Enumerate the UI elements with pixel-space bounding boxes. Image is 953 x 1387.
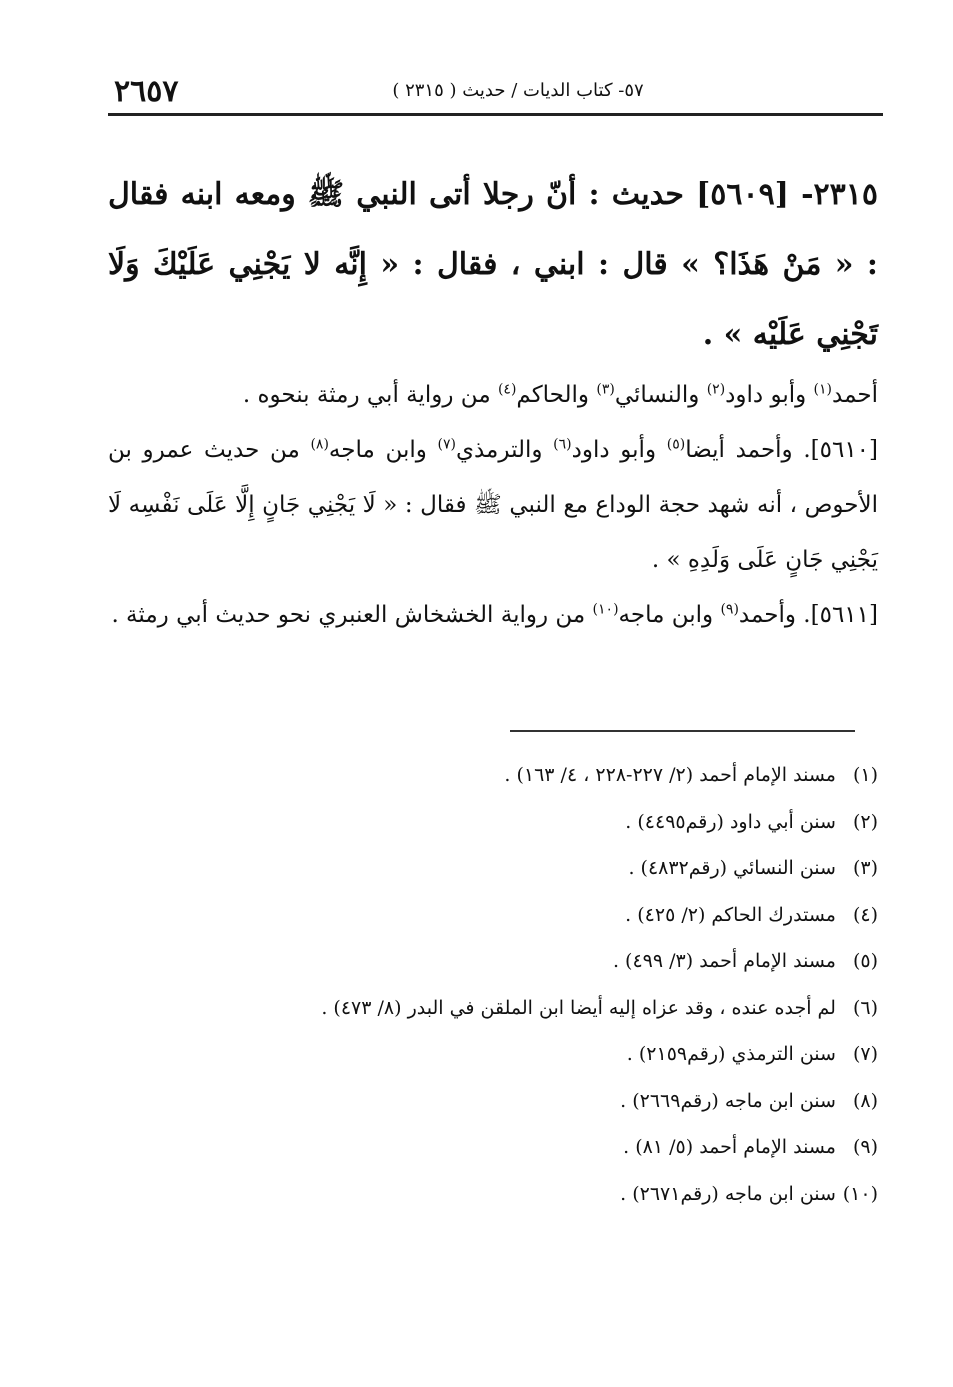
p2-text-5: من حديث عمرو بن الأحوص ، أنه شهد حجة الوداع مع النبي ﷺ فقال : « لَا يَجْنِي جَانٍ إِلَّا عَلَى نَفْسِه لَا يَجْنِي جَانٍ عَلَى وَلَدِهِ » . [108, 437, 878, 573]
footnote-item [108, 799, 878, 846]
takhrij-section [108, 368, 878, 643]
takhrij-paragraph-3 [108, 588, 878, 643]
footnote-item [108, 752, 878, 799]
footnote-separator [510, 730, 855, 732]
footnote-ref-7[interactable]: (٧) [437, 436, 456, 453]
p1-text-2: وأبو داود [725, 382, 814, 408]
p3-text-1: [٥٦١١]. وأحمد [738, 602, 878, 628]
footnote-item [108, 1124, 878, 1171]
p1-text-4: والحاكم [516, 382, 597, 408]
page-number: ٢٦٥٧ [114, 74, 179, 109]
footnote-ref-1[interactable]: (١) [813, 381, 833, 398]
footnote-ref-9[interactable]: (٩) [720, 601, 739, 618]
footnote-text: سنن الترمذي (رقم٢١٥٩) . [626, 1043, 836, 1065]
footnote-text: سنن ابن ماجه (رقم٢٦٧١) . [620, 1182, 836, 1205]
footnote-text: سنن أبي داود (رقم٤٤٩٥) . [625, 810, 836, 833]
page-header [108, 70, 883, 112]
footnote-text: مستدرك الحاكم (٢/ ٤٢٥) . [625, 903, 836, 926]
footnote-item [108, 938, 878, 985]
footnote-text: مسند الإمام أحمد (٢/ ٢٢٧-٢٢٨ ، ٤/ ١٦٣) . [504, 764, 836, 786]
footnote-item [108, 845, 878, 892]
footnote-ref-2[interactable]: (٢) [706, 381, 726, 398]
p3-text-3: من رواية الخشخاش العنبري نحو حديث أبي رمثة . [111, 602, 593, 628]
footnote-item [108, 1078, 878, 1125]
p1-text-3: والنسائي [614, 382, 707, 408]
footnote-number: (٩) [852, 1136, 878, 1158]
running-head: ٥٧- كتاب الديات / حديث ( ٢٣١٥ ) [392, 80, 644, 101]
takhrij-paragraph-2 [108, 423, 878, 588]
footnote-number: (٦) [852, 996, 878, 1019]
footnote-item [108, 1171, 878, 1218]
p3-text-2: وابن ماجه [618, 602, 721, 628]
hadith-number: ٢٣١٥- [٥٦٠٩] [696, 177, 878, 212]
footnote-item [108, 892, 878, 939]
takhrij-paragraph-1 [108, 368, 878, 423]
hadith-block [108, 160, 878, 370]
footnote-number: (٨) [852, 1089, 878, 1112]
footnote-text: لم أجده عنده ، وقد عزاه إليه أيضا ابن الملقن في البدر (٨/ ٤٧٣) . [321, 996, 836, 1019]
footnote-number: (٢) [852, 810, 878, 833]
footnote-number: (٥) [852, 950, 878, 972]
footnote-ref-8[interactable]: (٨) [310, 436, 329, 453]
footnote-number: (٤) [852, 903, 878, 926]
footnote-ref-5[interactable]: (٥) [666, 436, 686, 453]
footnote-text: سنن ابن ماجه (رقم٢٦٦٩) . [620, 1089, 836, 1112]
footnote-ref-10[interactable]: (١٠) [592, 601, 619, 618]
p2-text-2: وأبو داود [571, 437, 667, 463]
footnote-text: مسند الإمام أحمد (٥/ ٨١) . [623, 1136, 836, 1158]
footnote-number: (٣) [852, 857, 878, 879]
p1-text-5: من رواية أبي رمثة بنحوه . [242, 382, 498, 408]
footnote-ref-3[interactable]: (٣) [596, 381, 615, 398]
p2-text-1: [٥٦١٠]. وأحمد أيضا [685, 437, 879, 463]
footnote-item [108, 985, 878, 1032]
footnote-ref-4[interactable]: (٤) [497, 381, 517, 398]
p1-text-1: أحمد [832, 382, 878, 408]
footnote-item [108, 1031, 878, 1078]
footnote-number: (١٠) [842, 1182, 878, 1205]
footnote-ref-6[interactable]: (٦) [553, 436, 572, 453]
hadith-text: حديث : أنّ رجلا أتى النبي ﷺ ومعه ابنه فقال : « مَنْ هَذَا؟ » قال : ابني ، فقال : « إِنَّه لا يَجْنِي عَلَيْكَ وَلَا تَجْنِي عَلَيْه » . [108, 177, 878, 352]
p2-text-4: وابن ماجه [328, 437, 438, 463]
footnote-text: مسند الإمام أحمد (٣/ ٤٩٩) . [612, 950, 836, 972]
footnotes-list [108, 752, 878, 1217]
p2-text-3: والترمذي [455, 437, 554, 463]
footnote-text: سنن النسائي (رقم٤٨٣٢) . [628, 857, 836, 879]
header-rule [108, 113, 883, 116]
footnote-number: (١) [852, 764, 878, 786]
footnote-number: (٧) [852, 1043, 878, 1065]
